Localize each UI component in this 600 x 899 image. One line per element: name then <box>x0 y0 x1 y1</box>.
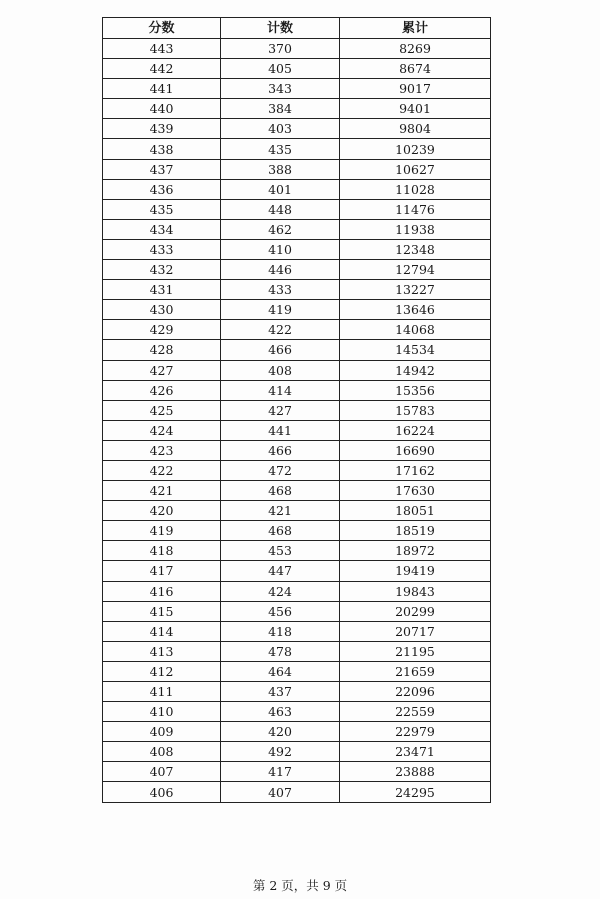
cell-score: 430 <box>103 300 221 320</box>
cell-score: 438 <box>103 139 221 159</box>
cell-score: 426 <box>103 380 221 400</box>
cell-score: 435 <box>103 199 221 219</box>
cell-count: 446 <box>221 260 340 280</box>
table-row <box>103 199 491 219</box>
cell-cumulative: 15356 <box>340 380 491 400</box>
cell-cumulative: 11938 <box>340 219 491 239</box>
cell-count: 433 <box>221 280 340 300</box>
cell-count: 418 <box>221 621 340 641</box>
cell-count: 420 <box>221 722 340 742</box>
cell-count: 403 <box>221 119 340 139</box>
cell-cumulative: 14942 <box>340 360 491 380</box>
cell-cumulative: 14534 <box>340 340 491 360</box>
cell-score: 425 <box>103 400 221 420</box>
cell-count: 405 <box>221 59 340 79</box>
cell-cumulative: 17630 <box>340 481 491 501</box>
cell-score: 432 <box>103 260 221 280</box>
cell-count: 410 <box>221 239 340 259</box>
table-row <box>103 119 491 139</box>
cell-count: 464 <box>221 661 340 681</box>
cell-count: 453 <box>221 541 340 561</box>
cell-cumulative: 22096 <box>340 682 491 702</box>
cell-cumulative: 12348 <box>340 239 491 259</box>
cell-cumulative: 20299 <box>340 601 491 621</box>
cell-score: 434 <box>103 219 221 239</box>
cell-cumulative: 21195 <box>340 641 491 661</box>
cell-cumulative: 23888 <box>340 762 491 782</box>
table-row <box>103 340 491 360</box>
cell-count: 424 <box>221 581 340 601</box>
table-row <box>103 460 491 480</box>
cell-score: 443 <box>103 39 221 59</box>
cell-score: 410 <box>103 702 221 722</box>
cell-cumulative: 13646 <box>340 300 491 320</box>
cell-count: 466 <box>221 440 340 460</box>
cell-score: 441 <box>103 79 221 99</box>
cell-count: 417 <box>221 762 340 782</box>
cell-cumulative: 21659 <box>340 661 491 681</box>
cell-count: 419 <box>221 300 340 320</box>
table-row <box>103 762 491 782</box>
cell-cumulative: 11476 <box>340 199 491 219</box>
cell-score: 406 <box>103 782 221 802</box>
header-row <box>103 18 491 39</box>
cell-count: 370 <box>221 39 340 59</box>
cell-cumulative: 9804 <box>340 119 491 139</box>
cell-score: 409 <box>103 722 221 742</box>
cell-count: 414 <box>221 380 340 400</box>
cell-score: 429 <box>103 320 221 340</box>
cell-count: 401 <box>221 179 340 199</box>
table-row <box>103 581 491 601</box>
cell-count: 343 <box>221 79 340 99</box>
table-row <box>103 159 491 179</box>
table-row <box>103 260 491 280</box>
table-row <box>103 621 491 641</box>
table-row <box>103 722 491 742</box>
cell-cumulative: 12794 <box>340 260 491 280</box>
cell-score: 433 <box>103 239 221 259</box>
cell-score: 421 <box>103 481 221 501</box>
cell-cumulative: 14068 <box>340 320 491 340</box>
cell-score: 420 <box>103 501 221 521</box>
table-row <box>103 99 491 119</box>
table-row <box>103 682 491 702</box>
table-row <box>103 239 491 259</box>
table-row <box>103 501 491 521</box>
cell-cumulative: 18519 <box>340 521 491 541</box>
cell-score: 411 <box>103 682 221 702</box>
table-row <box>103 39 491 59</box>
cell-count: 437 <box>221 682 340 702</box>
cell-cumulative: 10239 <box>340 139 491 159</box>
header-score: 分数 <box>103 18 221 39</box>
cell-cumulative: 11028 <box>340 179 491 199</box>
table-row <box>103 481 491 501</box>
table-row <box>103 280 491 300</box>
table-row <box>103 300 491 320</box>
cell-count: 463 <box>221 702 340 722</box>
cell-count: 435 <box>221 139 340 159</box>
cell-cumulative: 8269 <box>340 39 491 59</box>
cell-count: 407 <box>221 782 340 802</box>
cell-score: 418 <box>103 541 221 561</box>
cell-score: 431 <box>103 280 221 300</box>
table-header <box>103 18 491 39</box>
cell-score: 412 <box>103 661 221 681</box>
cell-cumulative: 24295 <box>340 782 491 802</box>
cell-score: 428 <box>103 340 221 360</box>
table-body <box>103 39 491 803</box>
cell-count: 421 <box>221 501 340 521</box>
cell-cumulative: 19419 <box>340 561 491 581</box>
table-row <box>103 420 491 440</box>
table-row <box>103 541 491 561</box>
cell-count: 441 <box>221 420 340 440</box>
table-row <box>103 782 491 802</box>
table-row <box>103 742 491 762</box>
header-count: 计数 <box>221 18 340 39</box>
cell-score: 414 <box>103 621 221 641</box>
table-row <box>103 440 491 460</box>
cell-cumulative: 15783 <box>340 400 491 420</box>
table-row <box>103 702 491 722</box>
cell-count: 466 <box>221 340 340 360</box>
cell-cumulative: 9401 <box>340 99 491 119</box>
cell-score: 408 <box>103 742 221 762</box>
cell-score: 424 <box>103 420 221 440</box>
cell-score: 413 <box>103 641 221 661</box>
table-row <box>103 139 491 159</box>
cell-cumulative: 18972 <box>340 541 491 561</box>
cell-cumulative: 18051 <box>340 501 491 521</box>
cell-count: 408 <box>221 360 340 380</box>
cell-count: 384 <box>221 99 340 119</box>
cell-score: 427 <box>103 360 221 380</box>
header-cumulative: 累计 <box>340 18 491 39</box>
cell-score: 442 <box>103 59 221 79</box>
cell-cumulative: 16224 <box>340 420 491 440</box>
cell-cumulative: 9017 <box>340 79 491 99</box>
cell-score: 416 <box>103 581 221 601</box>
table-row <box>103 59 491 79</box>
cell-cumulative: 16690 <box>340 440 491 460</box>
cell-cumulative: 22979 <box>340 722 491 742</box>
table-row <box>103 219 491 239</box>
cell-count: 468 <box>221 521 340 541</box>
cell-score: 437 <box>103 159 221 179</box>
cell-count: 462 <box>221 219 340 239</box>
cell-cumulative: 10627 <box>340 159 491 179</box>
table-row <box>103 380 491 400</box>
cell-count: 427 <box>221 400 340 420</box>
cell-count: 447 <box>221 561 340 581</box>
cell-score: 417 <box>103 561 221 581</box>
table-row <box>103 641 491 661</box>
cell-score: 423 <box>103 440 221 460</box>
cell-cumulative: 23471 <box>340 742 491 762</box>
table-row <box>103 601 491 621</box>
cell-cumulative: 19843 <box>340 581 491 601</box>
score-distribution-table <box>102 17 491 803</box>
cell-count: 468 <box>221 481 340 501</box>
table-row <box>103 320 491 340</box>
cell-count: 456 <box>221 601 340 621</box>
table-row <box>103 561 491 581</box>
cell-count: 492 <box>221 742 340 762</box>
table-row <box>103 79 491 99</box>
table-row <box>103 179 491 199</box>
cell-count: 388 <box>221 159 340 179</box>
table-row <box>103 360 491 380</box>
table-row <box>103 521 491 541</box>
cell-cumulative: 20717 <box>340 621 491 641</box>
cell-count: 448 <box>221 199 340 219</box>
page-number-footer: 第 2 页，共 9 页 <box>252 878 348 893</box>
cell-cumulative: 17162 <box>340 460 491 480</box>
cell-count: 422 <box>221 320 340 340</box>
cell-cumulative: 13227 <box>340 280 491 300</box>
cell-count: 478 <box>221 641 340 661</box>
cell-cumulative: 8674 <box>340 59 491 79</box>
cell-score: 439 <box>103 119 221 139</box>
cell-score: 415 <box>103 601 221 621</box>
cell-score: 422 <box>103 460 221 480</box>
cell-score: 436 <box>103 179 221 199</box>
table-row <box>103 400 491 420</box>
cell-score: 440 <box>103 99 221 119</box>
cell-count: 472 <box>221 460 340 480</box>
cell-cumulative: 22559 <box>340 702 491 722</box>
cell-score: 419 <box>103 521 221 541</box>
table-row <box>103 661 491 681</box>
cell-score: 407 <box>103 762 221 782</box>
